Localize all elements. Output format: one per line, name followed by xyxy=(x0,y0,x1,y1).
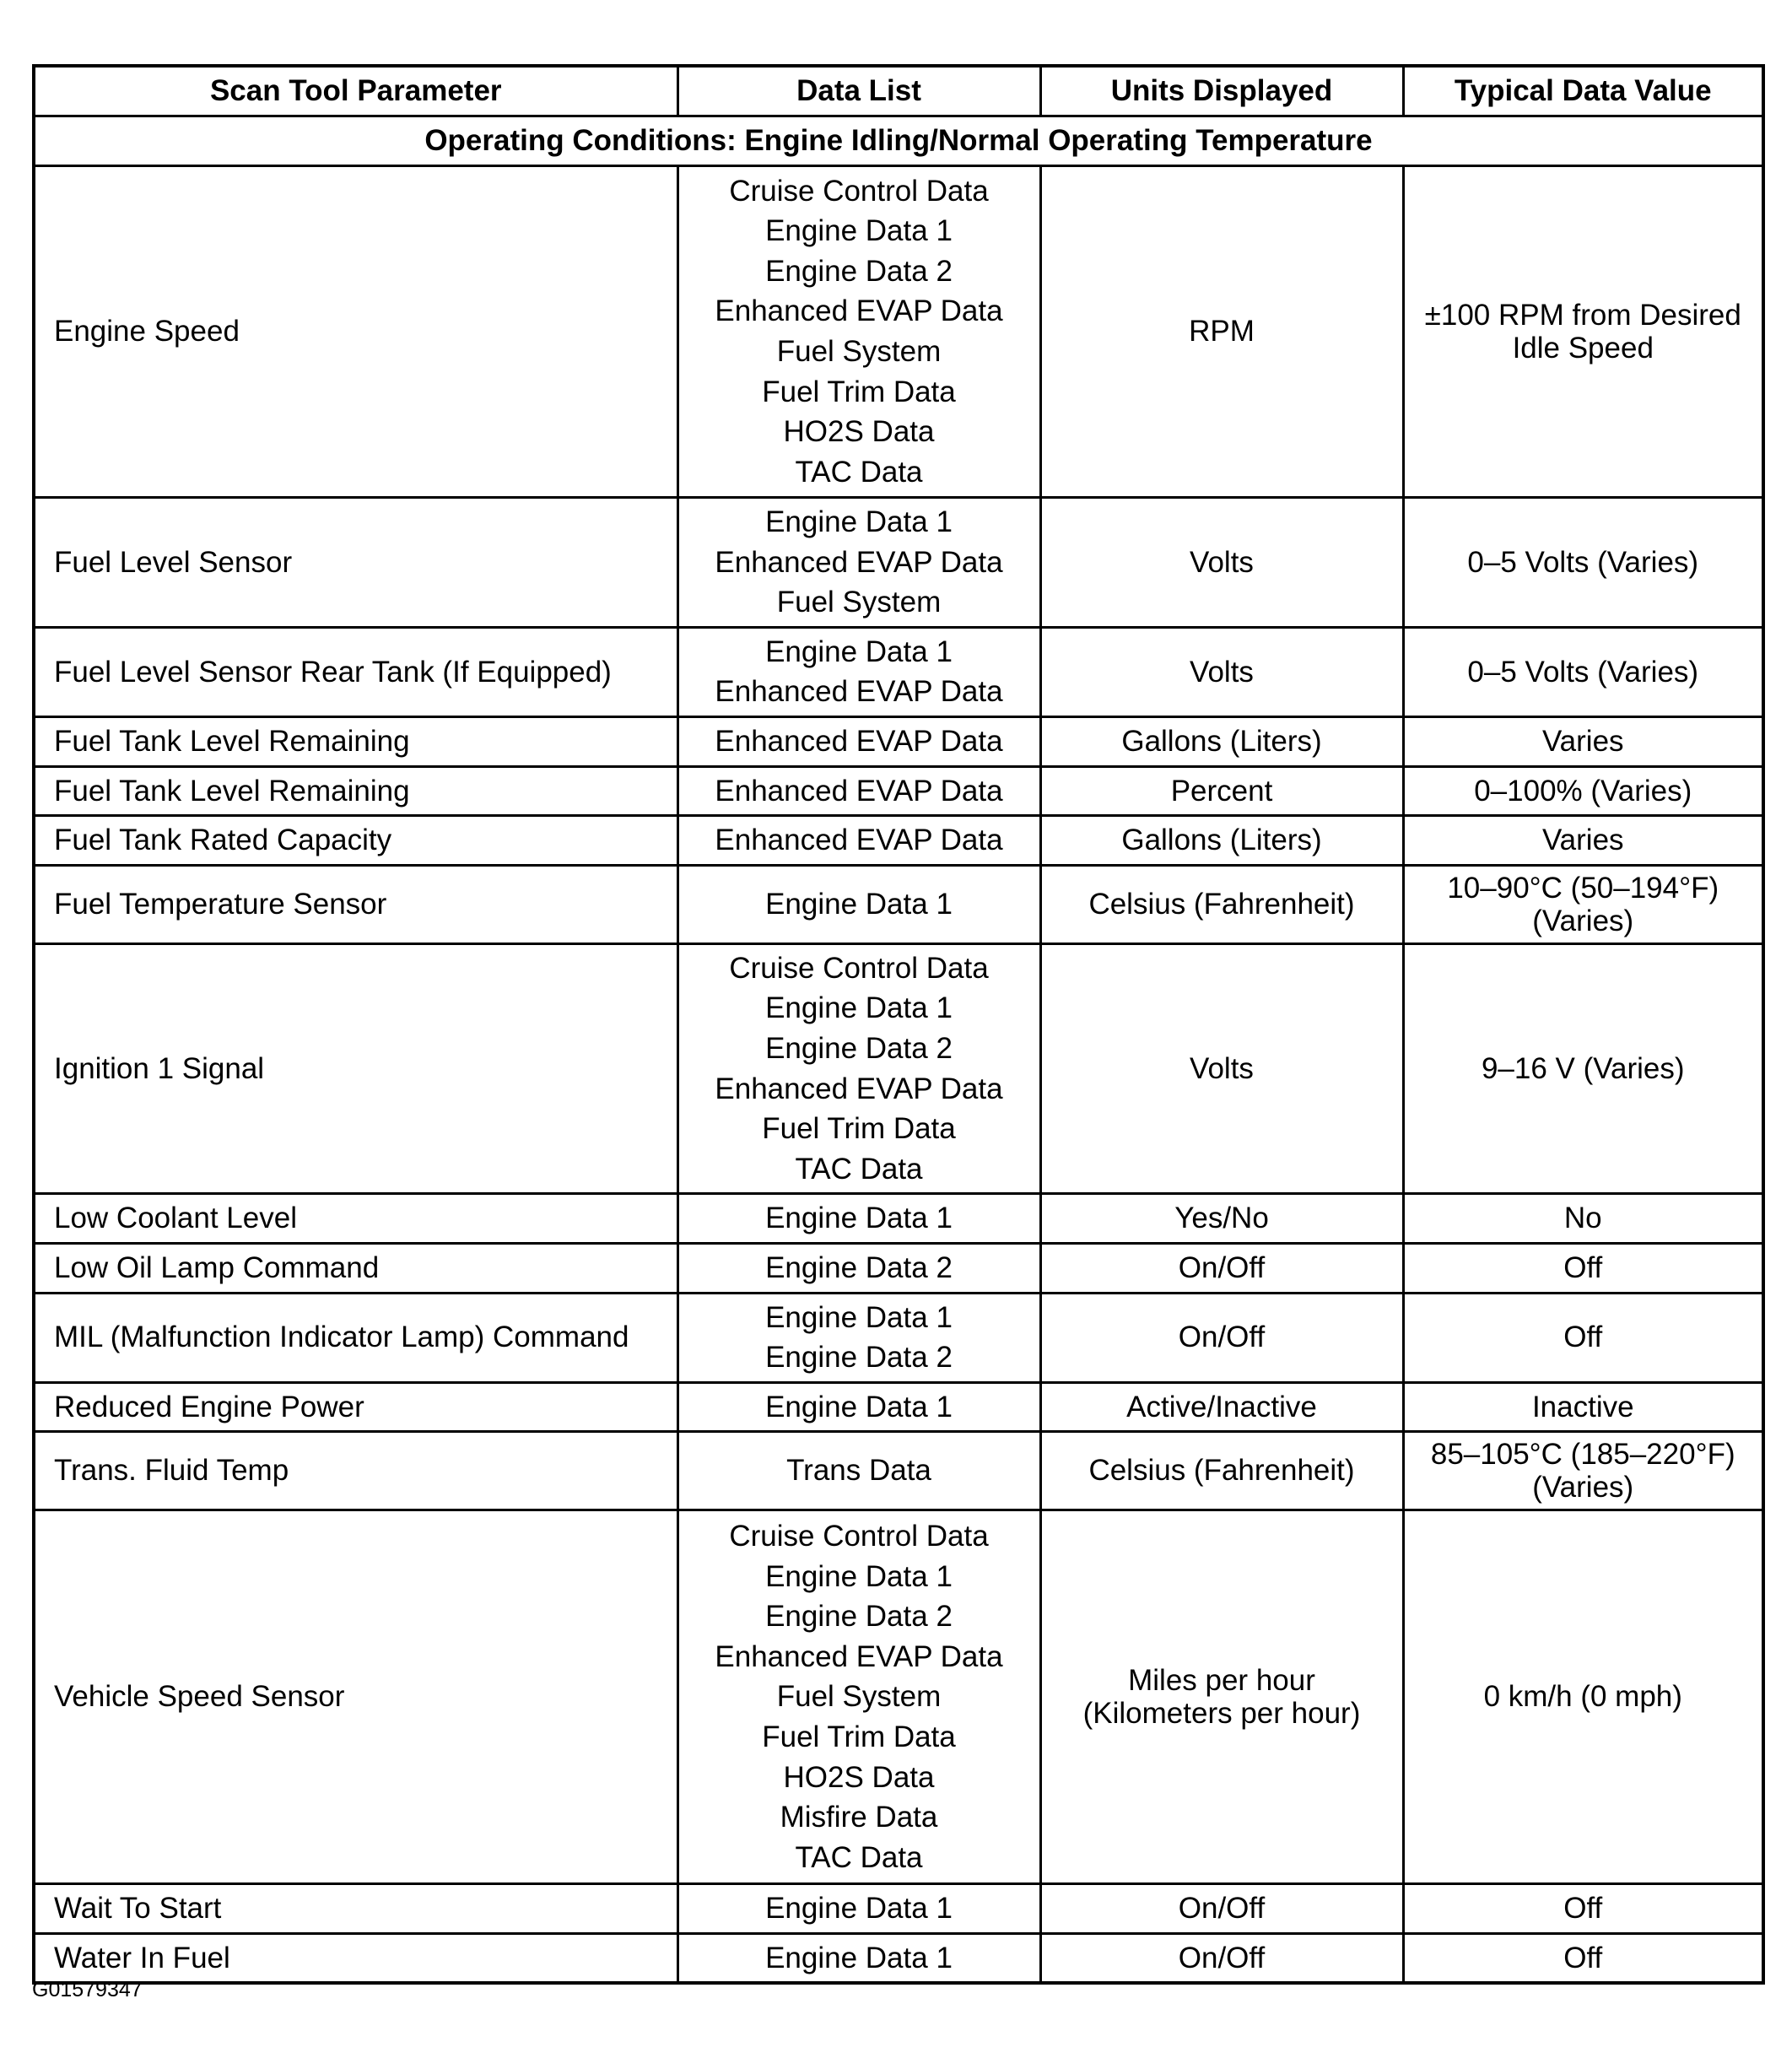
data-list-item: TAC Data xyxy=(795,1840,923,1874)
data-list-item: Cruise Control Data xyxy=(729,1520,989,1553)
units-cell: Yes/No xyxy=(1040,1194,1403,1244)
data-list-item: Engine Data 1 xyxy=(765,1941,953,1974)
units-cell: Active/Inactive xyxy=(1040,1382,1403,1432)
units-cell: Celsius (Fahrenheit) xyxy=(1040,1432,1403,1510)
data-list-item: Fuel Trim Data xyxy=(762,375,956,408)
data-list-cell xyxy=(677,943,1040,1194)
data-list-item: Enhanced EVAP Data xyxy=(715,294,1003,328)
parameter-cell: Ignition 1 Signal xyxy=(34,943,677,1194)
table-row xyxy=(34,766,1763,816)
typical-value-cell: Off xyxy=(1403,1933,1763,1983)
data-list-item: Engine Data 1 xyxy=(765,887,953,921)
data-list-cell xyxy=(677,498,1040,628)
typical-value-cell: ±100 RPM from Desired Idle Speed xyxy=(1403,166,1763,498)
col-header-scan-tool-parameter: Scan Tool Parameter xyxy=(34,66,677,116)
table-row xyxy=(34,1194,1763,1244)
units-cell: Celsius (Fahrenheit) xyxy=(1040,865,1403,943)
table-row xyxy=(34,1243,1763,1293)
data-list-item: HO2S Data xyxy=(783,415,935,449)
data-list-item: Engine Data 1 xyxy=(765,1892,953,1926)
scan-tool-data-table xyxy=(32,64,1765,1985)
typical-value-cell: Off xyxy=(1403,1243,1763,1293)
units-cell: RPM xyxy=(1040,166,1403,498)
parameter-cell: Fuel Tank Rated Capacity xyxy=(34,816,677,866)
typical-value-cell: 9–16 V (Varies) xyxy=(1403,943,1763,1194)
data-list-cell xyxy=(677,716,1040,766)
data-list-cell xyxy=(677,865,1040,943)
parameter-cell: MIL (Malfunction Indicator Lamp) Command xyxy=(34,1293,677,1382)
typical-value-cell: Off xyxy=(1403,1884,1763,1934)
typical-value-cell: No xyxy=(1403,1194,1763,1244)
section-title-row xyxy=(34,116,1763,166)
typical-value-cell: Varies xyxy=(1403,716,1763,766)
table-row xyxy=(34,166,1763,498)
units-cell: Gallons (Liters) xyxy=(1040,816,1403,866)
units-cell: On/Off xyxy=(1040,1243,1403,1293)
parameter-cell: Wait To Start xyxy=(34,1884,677,1934)
data-list-item: Engine Data 2 xyxy=(765,1250,953,1284)
data-list-item: Enhanced EVAP Data xyxy=(715,1639,1003,1673)
parameter-cell: Fuel Temperature Sensor xyxy=(34,865,677,943)
data-list-cell xyxy=(677,1382,1040,1432)
data-list-item: Misfire Data xyxy=(780,1801,938,1834)
data-list-item: Cruise Control Data xyxy=(729,174,989,208)
parameter-cell: Vehicle Speed Sensor xyxy=(34,1510,677,1884)
data-list-item: Cruise Control Data xyxy=(729,951,989,985)
data-list-cell xyxy=(677,766,1040,816)
data-list-item: TAC Data xyxy=(795,455,923,489)
data-list-item: Engine Data 1 xyxy=(765,1390,953,1423)
data-list-item: Trans Data xyxy=(786,1454,931,1488)
table-row xyxy=(34,498,1763,628)
parameter-cell: Fuel Level Sensor Rear Tank (If Equipped) xyxy=(34,627,677,716)
data-list-item: Enhanced EVAP Data xyxy=(715,724,1003,758)
data-list-item: Engine Data 1 xyxy=(765,991,953,1025)
data-list-item: Engine Data 2 xyxy=(765,1600,953,1634)
data-list-item: Fuel System xyxy=(776,1680,942,1714)
units-cell: On/Off xyxy=(1040,1293,1403,1382)
data-list-cell xyxy=(677,627,1040,716)
units-cell: Miles per hour (Kilometers per hour) xyxy=(1040,1510,1403,1884)
data-list-item: Engine Data 2 xyxy=(765,1341,953,1375)
typical-value-cell: 10–90°C (50–194°F) (Varies) xyxy=(1403,865,1763,943)
parameter-cell: Fuel Tank Level Remaining xyxy=(34,766,677,816)
typical-value-cell: 0–100% (Varies) xyxy=(1403,766,1763,816)
data-list-cell xyxy=(677,1884,1040,1934)
data-list-item: Fuel Trim Data xyxy=(762,1112,956,1146)
data-list-item: Fuel Trim Data xyxy=(762,1720,956,1754)
data-list-item: Engine Data 1 xyxy=(765,505,953,538)
data-list-cell xyxy=(677,1293,1040,1382)
table-row xyxy=(34,1933,1763,1983)
typical-value-cell: Off xyxy=(1403,1293,1763,1382)
units-cell: Volts xyxy=(1040,627,1403,716)
data-list-item: Fuel System xyxy=(776,335,942,368)
data-list-cell xyxy=(677,816,1040,866)
typical-value-cell: 0–5 Volts (Varies) xyxy=(1403,627,1763,716)
table-row xyxy=(34,1432,1763,1510)
parameter-cell: Trans. Fluid Temp xyxy=(34,1432,677,1510)
data-list-item: Engine Data 1 xyxy=(765,214,953,248)
data-list-item: Enhanced EVAP Data xyxy=(715,545,1003,579)
figure-id: G01579347 xyxy=(32,1978,143,2001)
table-row xyxy=(34,1293,1763,1382)
data-list-item: Fuel System xyxy=(776,586,942,619)
table-row xyxy=(34,943,1763,1194)
data-list-item: HO2S Data xyxy=(783,1760,935,1794)
table-row xyxy=(34,716,1763,766)
data-list-cell xyxy=(677,1432,1040,1510)
units-cell: Volts xyxy=(1040,943,1403,1194)
parameter-cell: Engine Speed xyxy=(34,166,677,498)
col-header-units-displayed: Units Displayed xyxy=(1040,66,1403,116)
col-header-data-list: Data List xyxy=(677,66,1040,116)
parameter-cell: Low Coolant Level xyxy=(34,1194,677,1244)
data-list-item: Engine Data 1 xyxy=(765,1202,953,1235)
table-row xyxy=(34,865,1763,943)
units-cell: On/Off xyxy=(1040,1933,1403,1983)
typical-value-cell: Inactive xyxy=(1403,1382,1763,1432)
table-row xyxy=(34,1382,1763,1432)
data-list-item: Enhanced EVAP Data xyxy=(715,675,1003,709)
parameter-cell: Fuel Tank Level Remaining xyxy=(34,716,677,766)
table-row xyxy=(34,1510,1763,1884)
parameter-cell: Low Oil Lamp Command xyxy=(34,1243,677,1293)
data-list-item: Engine Data 1 xyxy=(765,1559,953,1593)
parameter-cell: Reduced Engine Power xyxy=(34,1382,677,1432)
units-cell: Gallons (Liters) xyxy=(1040,716,1403,766)
section-title: Operating Conditions: Engine Idling/Normal Operating Temperature xyxy=(34,116,1763,166)
data-list-item: Engine Data 1 xyxy=(765,1300,953,1334)
data-list-item: Engine Data 1 xyxy=(765,635,953,668)
parameter-cell: Water In Fuel xyxy=(34,1933,677,1983)
data-list-cell xyxy=(677,166,1040,498)
parameter-cell: Fuel Level Sensor xyxy=(34,498,677,628)
table-row xyxy=(34,816,1763,866)
units-cell: Volts xyxy=(1040,498,1403,628)
data-list-item: TAC Data xyxy=(795,1152,923,1186)
data-list-cell xyxy=(677,1510,1040,1884)
data-list-cell xyxy=(677,1243,1040,1293)
data-list-item: Enhanced EVAP Data xyxy=(715,774,1003,808)
table-row xyxy=(34,627,1763,716)
typical-value-cell: 0–5 Volts (Varies) xyxy=(1403,498,1763,628)
units-cell: On/Off xyxy=(1040,1884,1403,1934)
table-row xyxy=(34,1884,1763,1934)
table-header-row xyxy=(34,66,1763,116)
data-list-cell xyxy=(677,1933,1040,1983)
data-list-item: Enhanced EVAP Data xyxy=(715,824,1003,857)
typical-value-cell: Varies xyxy=(1403,816,1763,866)
col-header-typical-data-value: Typical Data Value xyxy=(1403,66,1763,116)
data-list-item: Engine Data 2 xyxy=(765,1031,953,1065)
data-list-item: Enhanced EVAP Data xyxy=(715,1072,1003,1105)
typical-value-cell: 0 km/h (0 mph) xyxy=(1403,1510,1763,1884)
data-list-item: Engine Data 2 xyxy=(765,254,953,288)
typical-value-cell: 85–105°C (185–220°F) (Varies) xyxy=(1403,1432,1763,1510)
data-list-cell xyxy=(677,1194,1040,1244)
units-cell: Percent xyxy=(1040,766,1403,816)
